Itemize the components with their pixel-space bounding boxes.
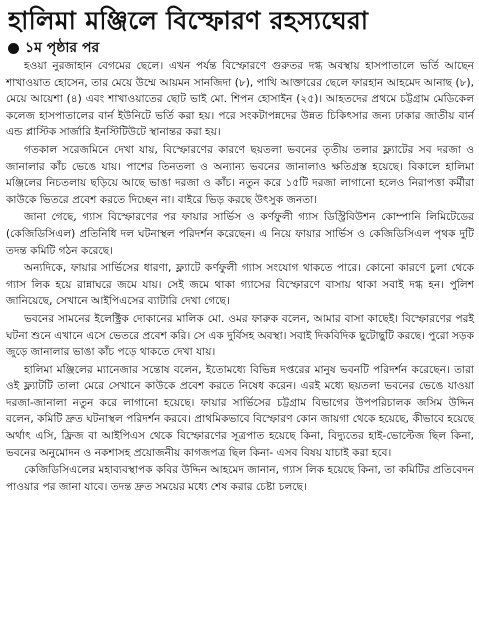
article-paragraph: অন্যদিকে, ফায়ার সার্ভিসের ধারণা, ফ্ল্যাটে কর্ণফুলী গ্যাস সংযোগ থাকতে পারে। কোনো কারণে চুলা থেকে গ্যাস লিক হয়ে রান্নাঘরে জমে যায়। সেই জমে থাকা গ্যাসের বিস্ফোরণে বাসায় থাকা সবাই দগ্ধ হন। পুলিশ জানিয়েছে, সেখানে আইপিএসের ব্যাটারি দেখা গেছে।	[6, 262, 474, 308]
article-paragraph: হালিমা মঞ্জিলের ম্যানেজার সন্তোষ বলেন, ইতোমধ্যে বিভিন্ন দপ্তরের মানুষ ভবনটি পরিদর্শন করেছেন। তারা ওই ফ্ল্যাটটি তালা মেরে সেখানে কাউকে প্রবেশ করতে নিষেধ করেন। এরই মধ্যে ছয়তলা ভবনের ভেঙে যাওয়া দরজা-জানালা নতুন করে লাগানো হয়েছে। ফায়ার সার্ভিসের চট্টগ্রাম বিভাগের উপপরিচালক জসিম উদ্দিন বলেন, কমিটি দ্রুত ঘটনাস্থল পরিদর্শন করবে। প্রাথমিকভাবে বিস্ফোরণ কোন জায়গা থেকে হয়েছে, কীভাবে হয়েছে অর্থাৎ এসি, ফ্রিজ বা আইপিএস থেকে বিস্ফোরণের সূত্রপাত হয়েছে কিনা, বিদ্যুতের হাই-ভোল্টেজ ছিল কিনা, ভবনের অনুমোদন ও নকশাসহ প্রয়োজনীয় কাগজপত্র ছিল কিনা- এসব বিষয় যাচাই করা হবে।	[6, 363, 474, 459]
bullet-icon	[8, 43, 19, 54]
article-paragraph: গতকাল সরেজমিনে দেখা যায়, বিস্ফোরণের কারণে ছয়তলা ভবনের তৃতীয় তলার ফ্ল্যাটের সব দরজা ও জানালার কাঁচ ভেঙে যায়। পাশের তিনতলা ও অন্যান্য ভবনের জানালাও ক্ষতিগ্রস্ত হয়েছে। বিকালে হালিমা মঞ্জিলের নিচতলায় ছড়িয়ে আছে ভাঙা দরজা ও কাঁচ। নতুন করে ১৫টি দরজা লাগানো হলেও নিরাপত্তা কর্মীরা কাউকে ভিতরে প্রবেশ করতে দিচ্ছেন না। বাইরে ভিড় করছে উৎসুক জনতা।	[6, 143, 474, 206]
article-paragraph: ভবনের সামনের ইলেক্ট্রিক দোকানের মালিক মো. ওমর ফারুক বলেন, আমার বাসা কাছেই। বিস্ফোরণের পরই ঘটনা শুনে এখানে এসে ভেতরে প্রবেশ করি। সে এক দুর্বিসহ অবস্থা। সবাই দিকবিদিক ছুটোছুটি করছে। পুরো সড়ক জুড়ে জানালার ভাঙা কাঁচ পড়ে থাকতে দেখা যায়।	[6, 312, 474, 359]
article-body	[6, 58, 474, 495]
article-paragraph: কেজিডিসিএলের মহাব্যবস্থাপক কবির উদ্দিন আহমেদ জানান, গ্যাস লিক হয়েছে কিনা, তা কমিটির প্রতিবেদন পাওয়ার পর জানা যাবে। তদন্ত দ্রুত সময়ের মধ্যে শেষ করার চেষ্টা চলছে।	[6, 464, 474, 493]
article-headline: হালিমা মঞ্জিলে বিস্ফোরণ রহস্যঘেরা	[8, 6, 369, 35]
continuation-label: ১ম পৃষ্ঠার পর	[25, 40, 100, 56]
continuation-line	[8, 40, 474, 56]
article-paragraph: হওয়া নুরজাহান বেগমের ছেলে। এখন পর্যন্ত বিস্ফোরণে গুরুতর দগ্ধ অবস্থায় হাসপাতালে ভর্তি আছেন শাখাওয়াত হোসেন, তার মেয়ে উম্মে আয়মন সানজিদা (৮), পাখি আক্তারের ছেলে ফারহান আহমেদ আনাছ (৮), মেয়ে আয়েশা (৪) এবং শাখাওয়াতের ছোট ভাই মো. শিপন হোসাইন (২৫)। আহতদের প্রথমে চট্টগ্রাম মেডিকেল কলেজ হাসপাতালের বার্ন ইউনিটে ভর্তি করা হয়। পরে সংকটাপন্নদের উন্নত চিকিৎসার জন্য ঢাকার জাতীয় বার্ন এন্ড প্লাস্টিক সার্জারি ইনস্টিটিউটে স্থানান্তর করা হয়।	[6, 60, 474, 139]
article-paragraph: জানা গেছে, গ্যাস বিস্ফোরণের পর ফায়ার সার্ভিস ও কর্ণফুলী গ্যাস ডিস্ট্রিবিউশন কোম্পানি লিমিটেডের (কেজিডিসিএল) প্রতিনিধি দল ঘটনাস্থল পরিদর্শন করেছেন। এ নিয়ে ফায়ার সার্ভিস ও কেজিডিসিএল পৃথক দুটি তদন্ত কমিটি গঠন করেছে।	[6, 211, 474, 257]
